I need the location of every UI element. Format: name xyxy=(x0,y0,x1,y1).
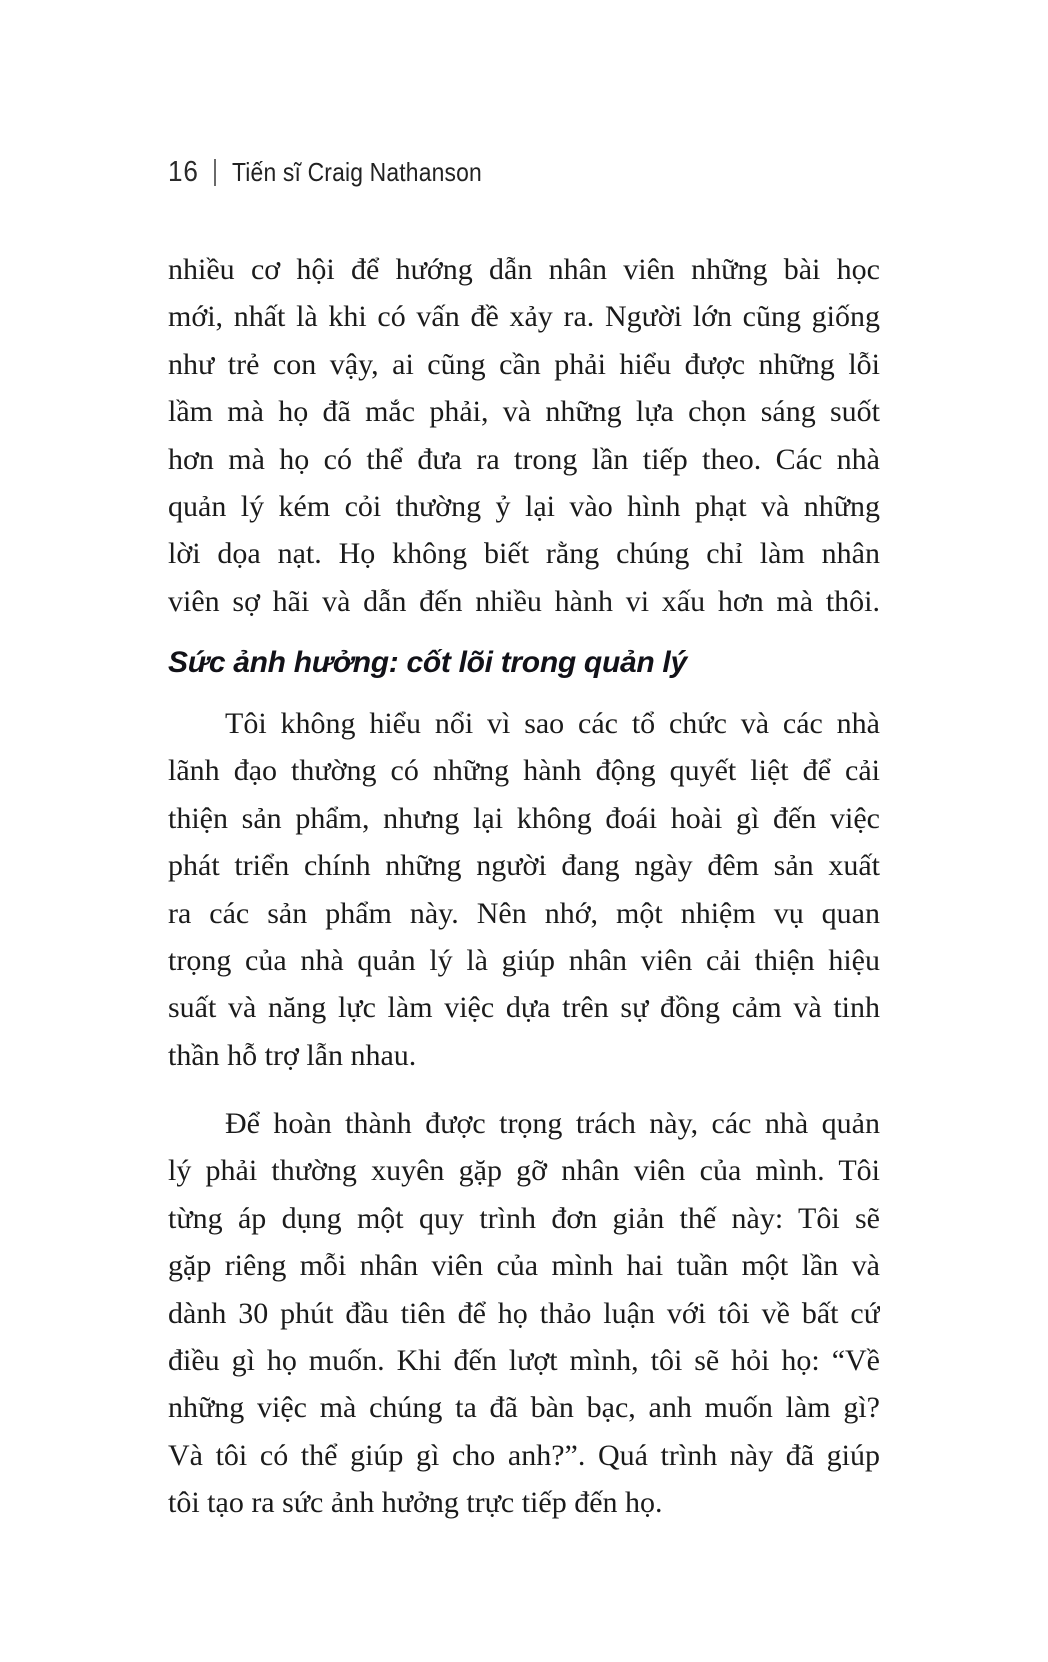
text-line: lời dọa nạt. Họ không biết rằng chúng chỉ làm nhân xyxy=(168,537,880,571)
text-line: điều gì họ muốn. Khi đến lượt mình, tôi sẽ hỏi họ: “Về xyxy=(168,1343,880,1377)
text-line: dành 30 phút đầu tiên để họ thảo luận với tôi về bất cứ xyxy=(168,1296,880,1330)
text-line: tôi tạo ra sức ảnh hưởng trực tiếp đến họ. xyxy=(168,1486,663,1520)
text-line: Tôi không hiểu nổi vì sao các tổ chức và các nhà xyxy=(225,707,880,740)
text-line: thần hỗ trợ lẫn nhau. xyxy=(168,1038,417,1072)
paragraph xyxy=(168,246,880,625)
text-line: quản lý kém cỏi thường ỷ lại vào hình phạt và những xyxy=(168,489,880,523)
page-number: 16 xyxy=(168,156,199,188)
text-line: lầm mà họ đã mắc phải, và những lựa chọn sáng suốt xyxy=(168,395,880,429)
text-line: từng áp dụng một quy trình đơn giản thế này: Tôi sẽ xyxy=(168,1201,880,1235)
text-line: mới, nhất là khi có vấn đề xảy ra. Người lớn cũng giống xyxy=(168,300,880,334)
text-line: phát triển chính những người đang ngày đêm sản xuất xyxy=(168,849,880,883)
text-line: lý phải thường xuyên gặp gỡ nhân viên của mình. Tôi xyxy=(168,1154,880,1188)
text-line: trọng của nhà quản lý là giúp nhân viên cải thiện hiệu xyxy=(168,943,880,977)
section-heading: Sức ảnh hưởng: cốt lõi trong quản lý xyxy=(168,646,687,679)
text-line: viên sợ hãi và dẫn đến nhiều hành vi xấu hơn mà thôi. xyxy=(168,584,880,618)
text-line: ra các sản phẩm này. Nên nhớ, một nhiệm vụ quan xyxy=(168,896,880,930)
text-line: Để hoàn thành được trọng trách này, các nhà quản xyxy=(225,1107,880,1140)
text-line: lãnh đạo thường có những hành động quyết liệt để cải xyxy=(168,754,880,788)
text-line: Và tôi có thể giúp gì cho anh?”. Quá trình này đã giúp xyxy=(168,1438,880,1472)
paragraph xyxy=(168,700,880,1079)
text-line: gặp riêng mỗi nhân viên của mình hai tuần một lần và xyxy=(168,1249,880,1283)
text-line: nhiều cơ hội để hướng dẫn nhân viên những bài học xyxy=(168,253,880,286)
paragraph xyxy=(168,1100,880,1527)
header-divider xyxy=(214,159,216,186)
text-line: như trẻ con vậy, ai cũng cần phải hiểu được những lỗi xyxy=(168,347,880,381)
running-header xyxy=(168,156,516,189)
text-line: những việc mà chúng ta đã bàn bạc, anh muốn làm gì? xyxy=(168,1391,880,1425)
text-line: hơn mà họ có thể đưa ra trong lần tiếp theo. Các nhà xyxy=(168,442,880,476)
running-title: Tiến sĩ Craig Nathanson xyxy=(232,157,483,187)
text-line: suất và năng lực làm việc dựa trên sự đồng cảm và tinh xyxy=(168,991,880,1025)
text-line: thiện sản phẩm, nhưng lại không đoái hoài gì đến việc xyxy=(168,801,880,835)
